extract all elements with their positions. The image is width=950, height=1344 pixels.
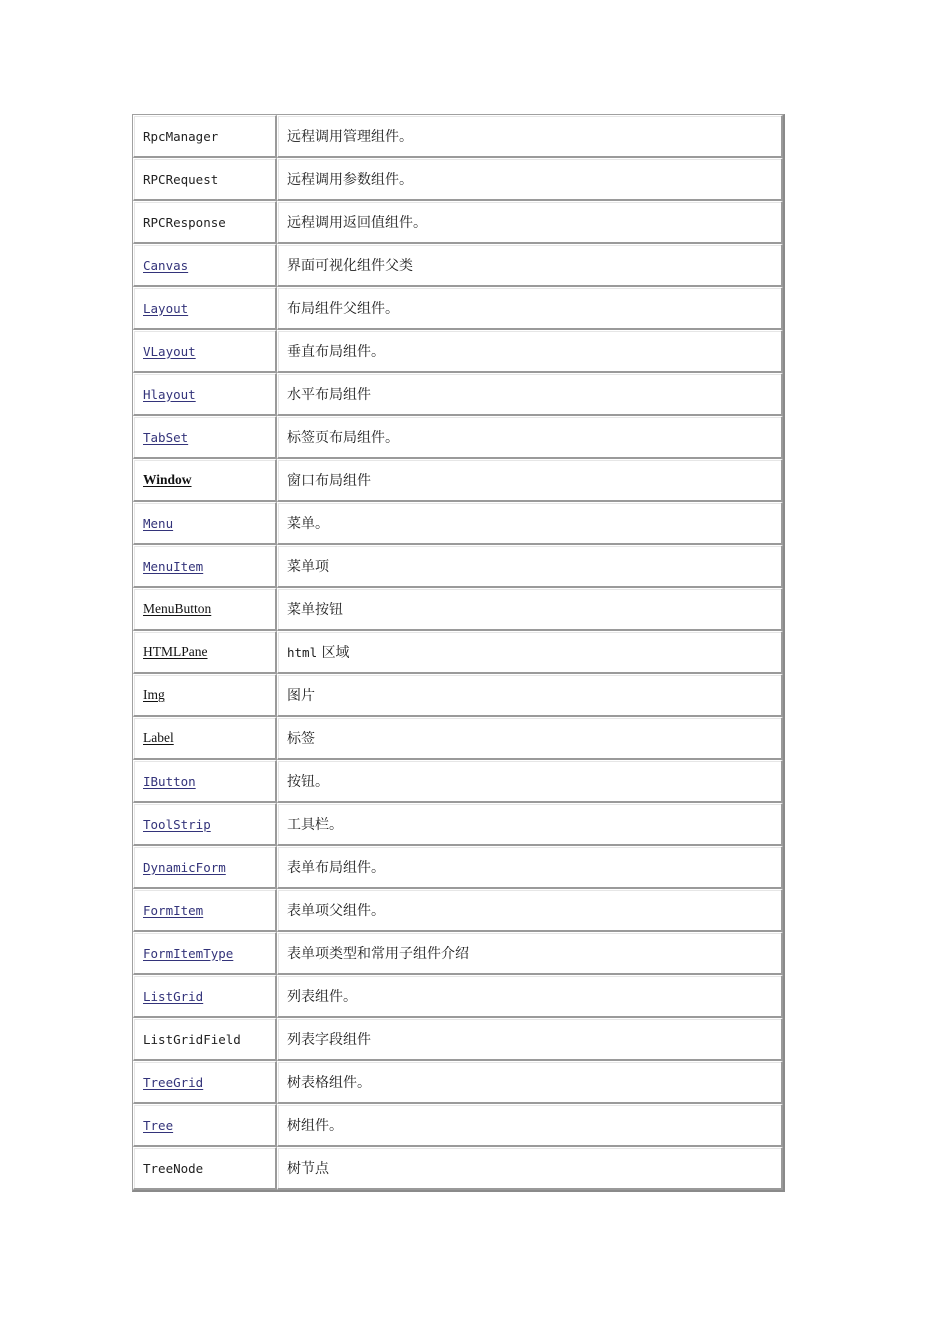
component-description: 标签页布局组件。: [287, 430, 399, 446]
table-row: [133, 1147, 783, 1190]
table-row: [133, 889, 783, 932]
component-description-cell: [277, 201, 783, 244]
table-row: [133, 1104, 783, 1147]
component-name-cell: [133, 889, 277, 932]
table-row: [133, 1018, 783, 1061]
table-row: [133, 115, 783, 158]
component-description-cell: [277, 674, 783, 717]
component-name-cell: [133, 459, 277, 502]
component-name: ListGridField: [143, 1031, 241, 1047]
component-description-cell: [277, 1061, 783, 1104]
component-description: 表单项类型和常用子组件介绍: [287, 946, 469, 962]
component-name-cell: [133, 502, 277, 545]
component-name-cell: [133, 631, 277, 674]
component-name: RpcManager: [143, 128, 219, 144]
table-row: [133, 674, 783, 717]
component-description-cell: [277, 373, 783, 416]
table-row: [133, 201, 783, 244]
component-name-cell: [133, 115, 277, 158]
component-name-cell: [133, 760, 277, 803]
component-name-cell: [133, 674, 277, 717]
component-link[interactable]: MenuItem: [143, 558, 204, 574]
component-link[interactable]: TabSet: [143, 429, 189, 445]
component-description-cell: [277, 1147, 783, 1190]
component-table-body: [133, 115, 783, 1190]
component-description-cell: [277, 330, 783, 373]
component-description: 标签: [287, 731, 315, 747]
component-link[interactable]: TreeGrid: [143, 1074, 204, 1090]
component-description: 表单布局组件。: [287, 860, 385, 876]
component-description: 树组件。: [287, 1118, 343, 1134]
table-row: [133, 502, 783, 545]
component-description: 表单项父组件。: [287, 903, 385, 919]
table-row: [133, 545, 783, 588]
table-row: [133, 717, 783, 760]
table-row: [133, 373, 783, 416]
table-row: [133, 588, 783, 631]
component-description-cell: [277, 717, 783, 760]
component-table: [132, 114, 785, 1192]
component-description-cell: [277, 287, 783, 330]
component-name-cell: [133, 846, 277, 889]
component-description: 按钮。: [287, 774, 329, 790]
component-description: 工具栏。: [287, 817, 343, 833]
component-description: 图片: [287, 688, 315, 704]
component-name-cell: [133, 717, 277, 760]
component-name-cell: [133, 932, 277, 975]
component-link[interactable]: ToolStrip: [143, 816, 211, 832]
component-description-cell: [277, 545, 783, 588]
component-name-cell: [133, 803, 277, 846]
component-description-cell: [277, 932, 783, 975]
table-row: [133, 631, 783, 674]
component-name-cell: [133, 158, 277, 201]
component-link[interactable]: Tree: [143, 1117, 174, 1133]
component-description: 窗口布局组件: [287, 473, 371, 489]
component-description-cell: [277, 1104, 783, 1147]
component-description-cell: [277, 502, 783, 545]
component-link[interactable]: VLayout: [143, 343, 196, 359]
component-description: 垂直布局组件。: [287, 344, 385, 360]
component-name-cell: [133, 373, 277, 416]
component-name-cell: [133, 545, 277, 588]
component-description-cell: [277, 115, 783, 158]
component-description: 列表组件。: [287, 989, 357, 1005]
component-description: 水平布局组件: [287, 387, 371, 403]
component-link[interactable]: DynamicForm: [143, 859, 226, 875]
table-row: [133, 846, 783, 889]
component-description-cell: [277, 1018, 783, 1061]
component-description: 远程调用返回值组件。: [287, 215, 427, 231]
component-name-cell: [133, 975, 277, 1018]
table-row: [133, 803, 783, 846]
component-description: 布局组件父组件。: [287, 301, 399, 317]
component-description-cell: [277, 459, 783, 502]
component-link[interactable]: MenuButton: [143, 601, 212, 616]
component-description-cell: [277, 889, 783, 932]
table-row: [133, 760, 783, 803]
component-description-cell: [277, 416, 783, 459]
table-row: [133, 1061, 783, 1104]
component-link[interactable]: Menu: [143, 515, 174, 531]
component-name-cell: [133, 244, 277, 287]
component-description: 树节点: [287, 1161, 329, 1177]
component-description-cell: [277, 846, 783, 889]
component-description-cell: [277, 244, 783, 287]
component-description: 区域: [321, 645, 350, 661]
table-row: [133, 244, 783, 287]
component-name: RPCResponse: [143, 214, 226, 230]
table-row: [133, 330, 783, 373]
component-description-cell: [277, 760, 783, 803]
description-prefix: html: [287, 645, 318, 660]
component-link[interactable]: ListGrid: [143, 988, 204, 1004]
component-name-cell: [133, 1018, 277, 1061]
component-description: 界面可视化组件父类: [287, 258, 413, 274]
component-description-cell: [277, 588, 783, 631]
component-name-cell: [133, 1061, 277, 1104]
component-name-cell: [133, 588, 277, 631]
table-row: [133, 287, 783, 330]
component-link[interactable]: FormItem: [143, 902, 204, 918]
component-description: 菜单。: [287, 516, 329, 532]
table-row: [133, 416, 783, 459]
component-link[interactable]: Layout: [143, 300, 189, 316]
component-name: TreeNode: [143, 1160, 204, 1176]
component-link[interactable]: Window: [143, 472, 192, 487]
table-row: [133, 932, 783, 975]
component-name-cell: [133, 330, 277, 373]
component-description: 菜单按钮: [287, 602, 343, 618]
component-link[interactable]: FormItemType: [143, 945, 234, 961]
component-link[interactable]: Label: [143, 730, 174, 745]
component-link[interactable]: HTMLPane: [143, 644, 208, 659]
component-description: 远程调用参数组件。: [287, 172, 413, 188]
component-name-cell: [133, 201, 277, 244]
component-description-cell: [277, 158, 783, 201]
component-description: 远程调用管理组件。: [287, 129, 413, 145]
component-description-cell: [277, 631, 783, 674]
component-name-cell: [133, 287, 277, 330]
component-description: 树表格组件。: [287, 1075, 371, 1091]
component-link[interactable]: IButton: [143, 773, 196, 789]
component-description-cell: [277, 975, 783, 1018]
component-name-cell: [133, 416, 277, 459]
table-row: [133, 459, 783, 502]
component-link[interactable]: Hlayout: [143, 386, 196, 402]
component-name: RPCRequest: [143, 171, 219, 187]
component-link[interactable]: Img: [143, 687, 165, 702]
component-name-cell: [133, 1147, 277, 1190]
component-description-cell: [277, 803, 783, 846]
component-name-cell: [133, 1104, 277, 1147]
table-row: [133, 158, 783, 201]
table-row: [133, 975, 783, 1018]
component-description: 列表字段组件: [287, 1032, 371, 1048]
component-description: 菜单项: [287, 559, 329, 575]
component-link[interactable]: Canvas: [143, 257, 189, 273]
